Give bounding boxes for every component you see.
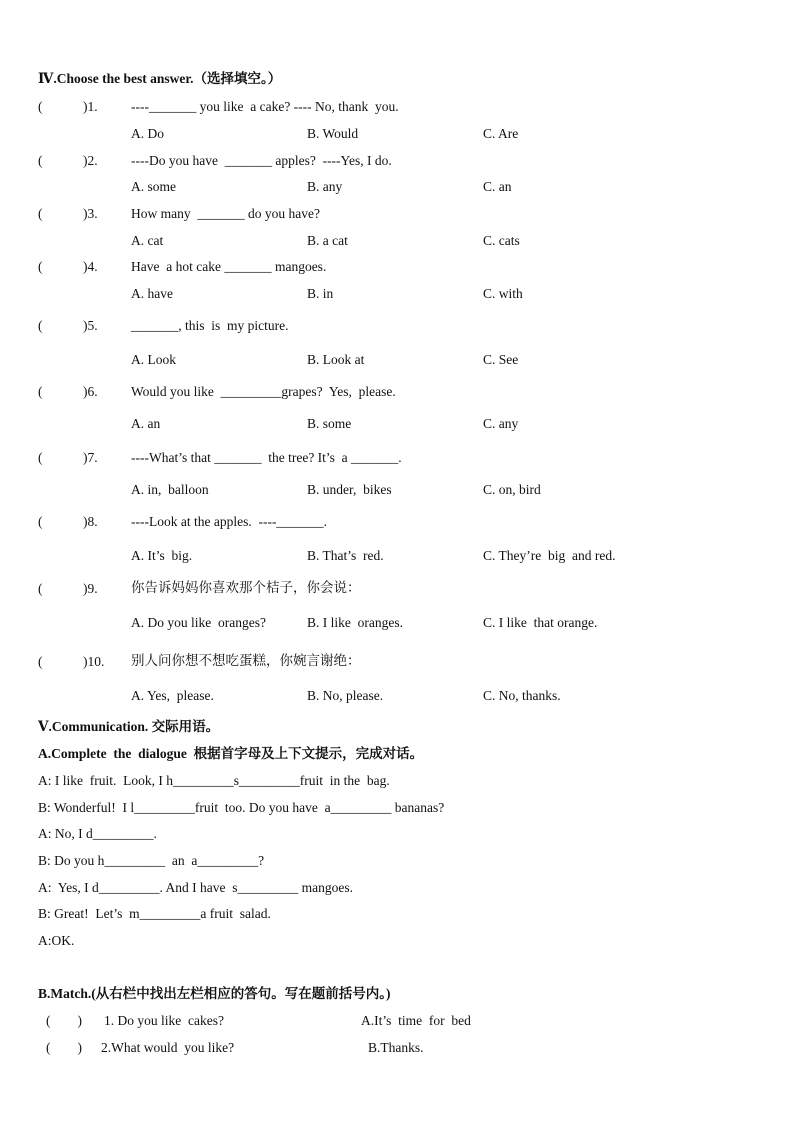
question-number: )9.: [83, 581, 98, 596]
answer-paren: (: [38, 99, 43, 114]
option-a: A. It’s big.: [131, 548, 193, 563]
option-b: B. That’s red.: [307, 548, 384, 563]
dialogue-line: A: Yes, I d_________. And I have s_________ mangoes.: [38, 880, 353, 895]
question-stem: How many _______ do you have?: [131, 206, 320, 221]
dialogue-line: A: No, I d_________.: [38, 826, 157, 841]
answer-paren: (: [38, 654, 43, 669]
option-b: B. I like oranges.: [307, 615, 403, 630]
option-a: A. Yes, please.: [131, 688, 214, 703]
dialogue-line: B: Wonderful! I l_________fruit too. Do you have a_________ bananas?: [38, 800, 445, 815]
question-stem: ----Look at the apples. ----_______.: [131, 514, 328, 529]
dialogue-line: A: I like fruit. Look, I h_________s_________fruit in the bag.: [38, 773, 390, 788]
question-stem: Would you like _________grapes? Yes, please.: [131, 384, 396, 399]
option-b: B. a cat: [307, 233, 348, 248]
answer-paren: (: [38, 206, 43, 221]
answer-paren: (: [38, 153, 43, 168]
option-c: C. I like that orange.: [483, 615, 598, 630]
question-number: )6.: [83, 384, 98, 399]
option-a: A. Look: [131, 352, 176, 367]
question-stem: ----Do you have _______ apples? ----Yes, I do.: [131, 153, 392, 168]
question-number: )8.: [83, 514, 98, 529]
answer-paren: (: [38, 581, 43, 596]
option-c: C. See: [483, 352, 519, 367]
option-c: C. Are: [483, 126, 519, 141]
answer-paren: ( ): [46, 1013, 82, 1028]
question-stem: _______, this is my picture.: [131, 318, 289, 333]
option-c: C. cats: [483, 233, 520, 248]
question-number: )3.: [83, 206, 98, 221]
option-b: B. some: [307, 416, 352, 431]
question-number: )4.: [83, 259, 98, 274]
question-number: )2.: [83, 153, 98, 168]
option-c: C. on, bird: [483, 482, 541, 497]
answer-paren: (: [38, 384, 43, 399]
question-number: )1.: [83, 99, 98, 114]
option-b: B. Look at: [307, 352, 365, 367]
option-c: C. any: [483, 416, 519, 431]
option-b: B. Would: [307, 126, 359, 141]
option-b: B. in: [307, 286, 334, 301]
option-b: B. under, bikes: [307, 482, 392, 497]
part-a-heading: A.Complete the dialogue 根据首字母及上下文提示，完成对话。: [38, 746, 424, 761]
option-a: A. an: [131, 416, 161, 431]
answer-paren: (: [38, 450, 43, 465]
match-right-item: A.It’s time for bed: [361, 1013, 471, 1028]
dialogue-line: A:OK.: [38, 933, 75, 948]
dialogue-line: B: Great! Let’s m_________a fruit salad.: [38, 906, 271, 921]
answer-paren: (: [38, 514, 43, 529]
option-c: C. No, thanks.: [483, 688, 561, 703]
answer-paren: (: [38, 259, 43, 274]
option-b: B. any: [307, 179, 343, 194]
option-a: A. cat: [131, 233, 164, 248]
option-a: A. in, balloon: [131, 482, 209, 497]
question-stem: 别人问你想不想吃蛋糕，你婉言谢绝：: [131, 653, 361, 668]
section-5-heading: Ⅴ.Communication. 交际用语。: [38, 719, 220, 734]
dialogue-line: B: Do you h_________ an a_________?: [38, 853, 265, 868]
match-left-item: 1. Do you like cakes?: [104, 1013, 224, 1028]
part-b-heading: B.Match.(从右栏中找出左栏相应的答句。写在题前括号内。): [38, 986, 391, 1001]
option-a: A. Do: [131, 126, 164, 141]
match-left-item: 2.What would you like?: [101, 1040, 235, 1055]
question-stem: ----_______ you like a cake? ---- No, thank you.: [131, 99, 399, 114]
question-number: )10.: [83, 654, 105, 669]
option-a: A. Do you like oranges?: [131, 615, 266, 630]
option-a: A. some: [131, 179, 176, 194]
answer-paren: (: [38, 318, 43, 333]
question-stem: Have a hot cake _______ mangoes.: [131, 259, 327, 274]
question-stem: 你告诉妈妈你喜欢那个桔子，你会说：: [131, 580, 361, 595]
option-a: A. have: [131, 286, 173, 301]
option-c: C. an: [483, 179, 512, 194]
question-number: )7.: [83, 450, 98, 465]
option-b: B. No, please.: [307, 688, 384, 703]
question-stem: ----What’s that _______ the tree? It’s a _______.: [131, 450, 402, 465]
section-4-heading: Ⅳ.Choose the best answer.（选择填空。）: [38, 71, 282, 86]
question-number: )5.: [83, 318, 98, 333]
option-c: C. They’re big and red.: [483, 548, 616, 563]
answer-paren: ( ): [46, 1040, 82, 1055]
match-right-item: B.Thanks.: [368, 1040, 424, 1055]
option-c: C. with: [483, 286, 523, 301]
